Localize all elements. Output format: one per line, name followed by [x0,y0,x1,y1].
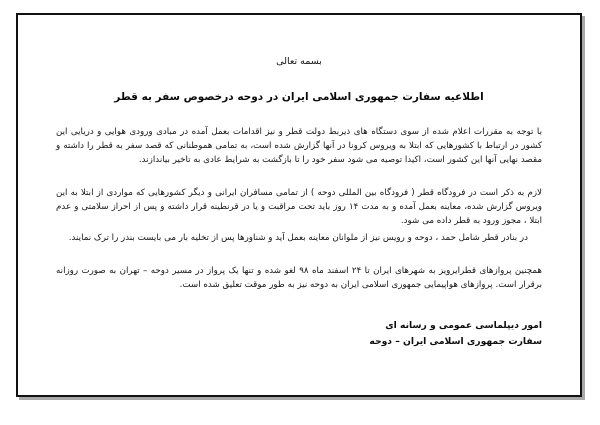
paragraph-2-block [56,186,542,244]
paragraph-3-block [56,264,542,292]
paragraph-1: با توجه به مقررات اعلام شده از سوی دستگاه های ذیربط دولت قطر و نیز اقدامات بعمل آمده در مبادی ورودی هوایی و دریایی این کشور در ارتباط با کشورهایی که ابتلا به ویروس کرونا در آنها گزارش شده است، به تمامی هموطنانی که قصد سفر به قطر را داشته و مقصد نهایی آنها این کشور است، اکیدا توصیه می شود سفر خود را تا بازگشت به شرایط عادی به تاخیر بیاندازند. [56,126,542,166]
paragraph-1-block [56,125,542,167]
page-title: اطلاعیه سفارت جمهوری اسلامی ایران در دوحه درخصوص سفر به قطر [114,91,484,104]
paragraph-2-sub: در بنادر قطر شامل حمد ، دوحه و رویس نیز از ملوانان معاینه بعمل آید و شناورها پس از تخلیه بار می بایست بندر را ترک نمایند. [68,232,528,243]
signature-department: امور دیپلماسی عمومی و رسانه ای [385,319,542,331]
document-frame [16,13,582,397]
paragraph-2: لازم به ذکر است در فرودگاه قطر ( فرودگاه بین المللی دوحه ) از تمامی مسافران ایرانی و دیگر کشورهایی که مواردی از ابتلا به این ویروس گزارش شده، معاینه بعمل آمده و به مدت ۱۴ روز باید تحت مراقبت و یا در قرنطینه قرار داشته و پس از احراز سلامتی و عدم ابتلا ، مجوز ورود به قطر داده می شود. [56,188,542,227]
document-body [18,15,580,395]
signature-organization: سفارت جمهوری اسلامی ایران – دوحه [369,335,542,347]
signature-block [56,318,542,350]
invocation-text: بسمه تعالی [276,56,322,67]
paragraph-3: همچنین پروازهای قطرایرویز به شهرهای ایران تا ۲۴ اسفند ماه ۹۸ لغو شده و تنها یک پرواز در مسیر دوحه – تهران به صورت روزانه برقرار است. پروازهای هواپیمایی جمهوری اسلامی ایران به دوحه نیز به طور موقت تعلیق شده است. [56,265,542,290]
